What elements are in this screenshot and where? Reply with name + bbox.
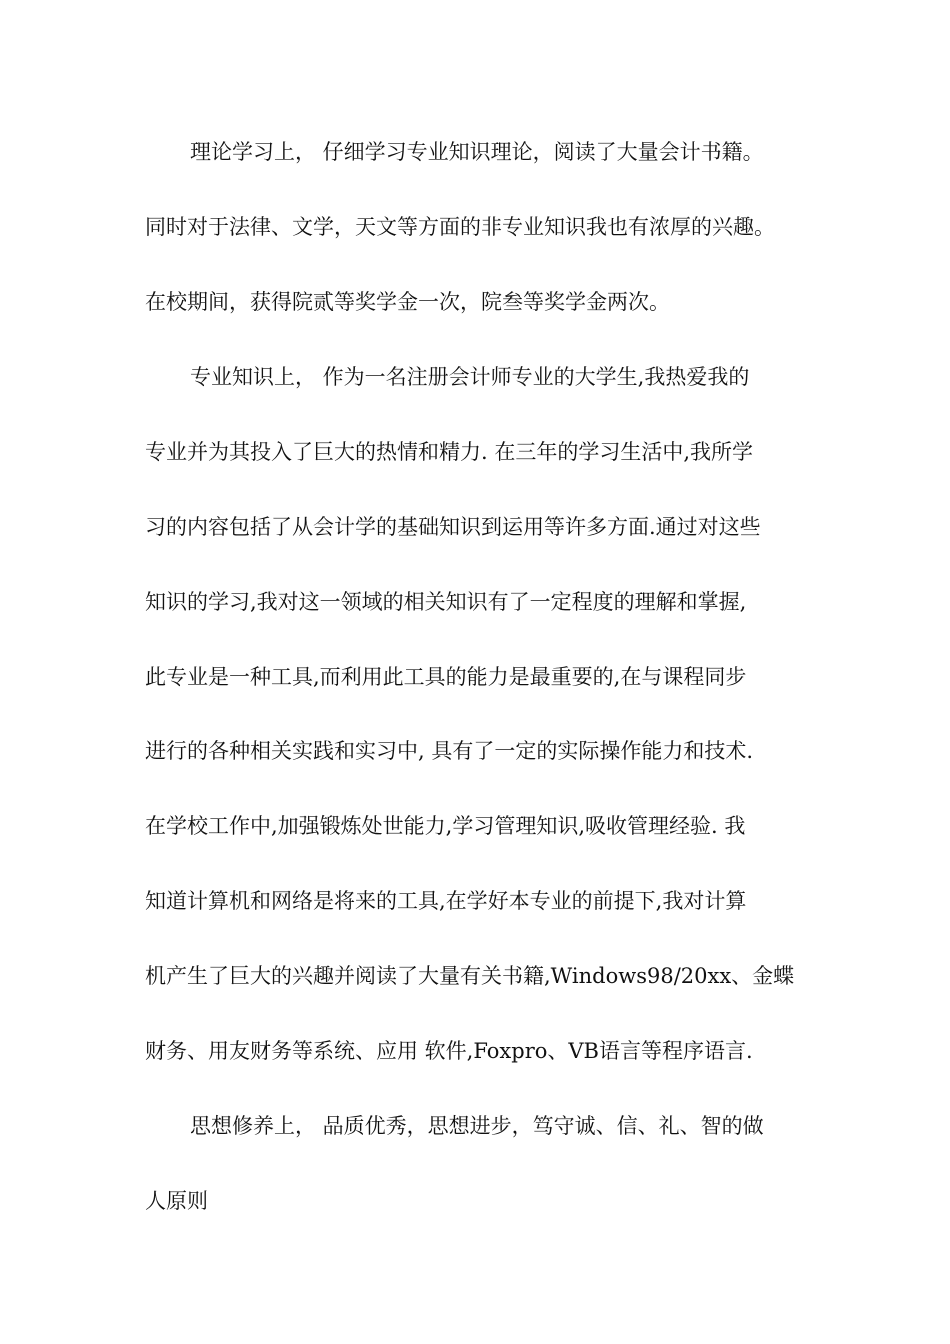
- paragraph-line: 同时对于法律、文学，天文等方面的非专业知识我也有浓厚的兴趣。: [145, 215, 775, 239]
- paragraph-line: 人原则: [145, 1189, 208, 1213]
- paragraph-line: 在校期间，获得院贰等奖学金一次，院叁等奖学金两次。: [145, 290, 670, 314]
- paragraph-line: 理论学习上， 仔细学习专业知识理论，阅读了大量会计书籍。: [190, 140, 764, 164]
- paragraph-line: 在学校工作中,加强锻炼处世能力,学习管理知识,吸收管理经验. 我: [145, 814, 746, 838]
- paragraph-line: 习的内容包括了从会计学的基础知识到运用等许多方面.通过对这些: [145, 515, 761, 539]
- paragraph-line: 知道计算机和网络是将来的工具,在学好本专业的前提下,我对计算: [145, 889, 747, 913]
- paragraph-line: 此专业是一种工具,而利用此工具的能力是最重要的,在与课程同步: [145, 665, 747, 689]
- paragraph-line: 进行的各种相关实践和实习中, 具有了一定的实际操作能力和技术.: [145, 739, 754, 763]
- paragraph-line: 财务、用友财务等系统、应用 软件,Foxpro、VB语言等程序语言.: [145, 1039, 753, 1063]
- paragraph-line: 知识的学习,我对这一领域的相关知识有了一定程度的理解和掌握,: [145, 590, 747, 614]
- paragraph-line: 专业知识上， 作为一名注册会计师专业的大学生,我热爱我的: [190, 365, 750, 389]
- paragraph-line: 专业并为其投入了巨大的热情和精力. 在三年的学习生活中,我所学: [145, 440, 754, 464]
- paragraph-line: 思想修养上， 品质优秀，思想进步，笃守诚、信、礼、智的做: [190, 1114, 764, 1138]
- paragraph-line: 机产生了巨大的兴趣并阅读了大量有关书籍,Windows98/20xx、金蝶: [145, 964, 795, 988]
